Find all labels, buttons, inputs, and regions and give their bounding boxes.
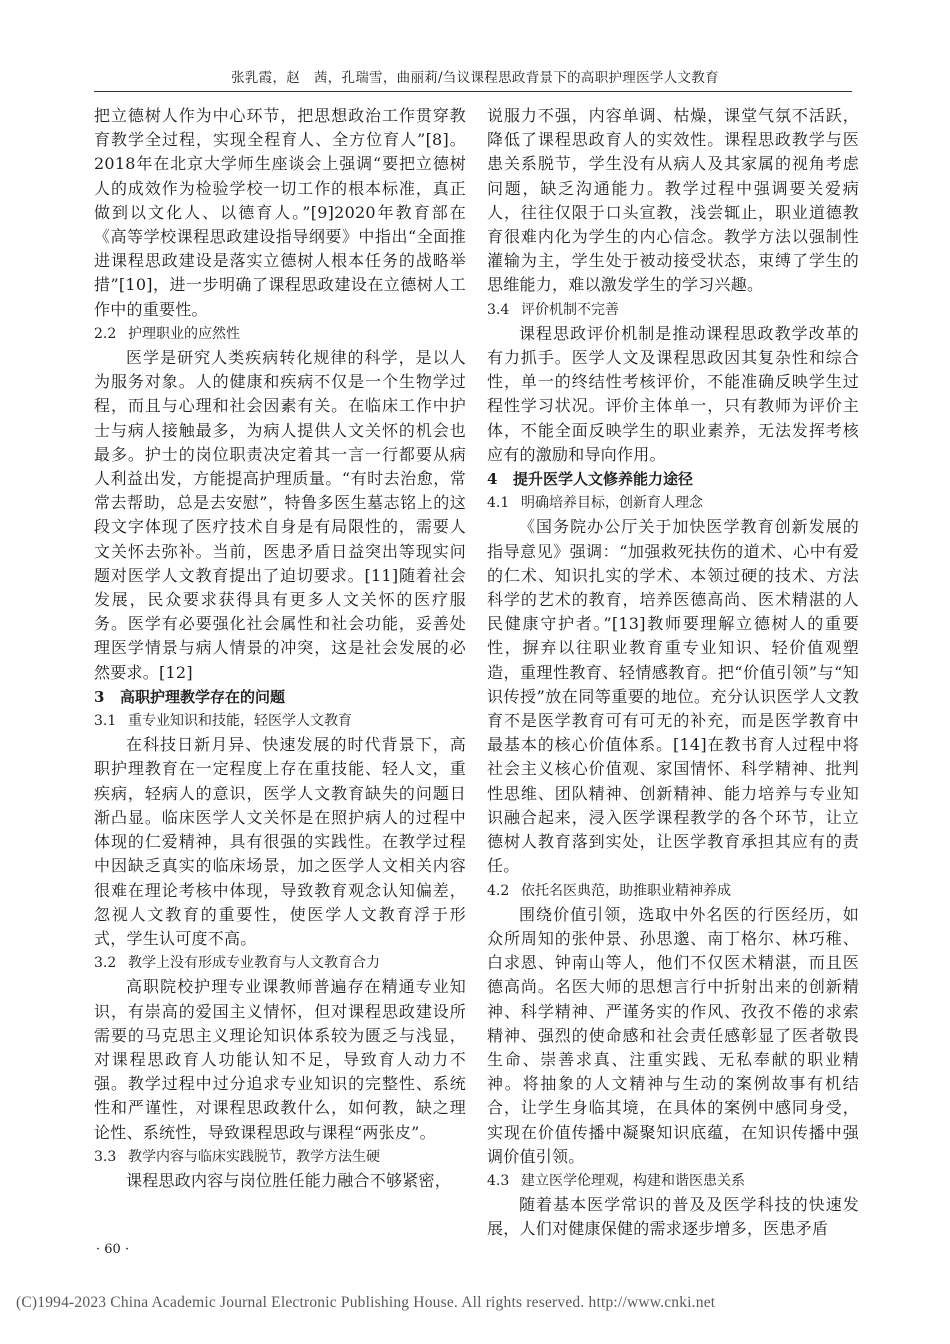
section-number: 4 bbox=[487, 470, 498, 489]
section-title: 提升医学人文修养能力途径 bbox=[513, 470, 694, 489]
left-column bbox=[94, 104, 466, 1193]
section-title: 高职护理教学存在的问题 bbox=[120, 687, 286, 706]
section-heading-4 bbox=[487, 467, 859, 491]
section-title: 教学内容与临床实践脱节，教学方法生硬 bbox=[128, 1148, 380, 1165]
section-number: 4.1 bbox=[487, 495, 510, 512]
paragraph: 课程思政评价机制是推动课程思政教学改革的有力抓手。医学人文及课程思政因其复杂性和综合性，单一的终结性考核评价，不能准确反映学生过程性学习状况。评价主体单一，只有教师为评价主体，不能全面反映学生的职业素养，无法发挥考核应有的激励和导向作用。 bbox=[487, 323, 859, 464]
section-number: 2.2 bbox=[94, 325, 117, 342]
section-number: 3.3 bbox=[94, 1148, 117, 1165]
header-rule bbox=[94, 91, 852, 92]
paragraph: 把立德树人作为中心环节，把思想政治工作贯穿教育教学全过程，实现全程育人、全方位育人”[8]。2018年在北京大学师生座谈会上强调“要把立德树人的成效作为检验学校一切工作的根本标准，真正做到以文化人、以德育人。”[9]2020年教育部在《高等学校课程思政建设指导纲要》中指出“全面推进课程思政建设是落实立德树人根本任务的战略举措”[10]，进一步明确了课程思政建设在立德树人工作中的重要性。 bbox=[94, 106, 466, 319]
section-heading-3-2 bbox=[94, 951, 466, 975]
section-heading-3-3 bbox=[94, 1145, 466, 1169]
paragraph: 高职院校护理专业课教师普遍存在精通专业知识，有崇高的爱国主义情怀，但对课程思政建设所需要的马克思主义理论知识体系较为匮乏与浅显，对课程思政育人功能认知不足，导致育人动力不强。教学过程中过分追求专业知识的完整性、系统性和严谨性，对课程思政教什么，如何教，缺之理论性、系统性，导致课程思政与课程“两张皮”。 bbox=[94, 977, 466, 1142]
section-title: 建立医学伦理观，构建和谐医患关系 bbox=[521, 1172, 745, 1189]
section-heading-4-3 bbox=[487, 1169, 859, 1193]
section-number: 3.2 bbox=[94, 955, 117, 972]
paragraph: 围绕价值引领，选取中外名医的行医经历，如众所周知的张仲景、孙思邈、南丁格尔、林巧稚、白求恩、钟南山等人，他们不仅医术精湛，而且医德高尚。名医大师的思想言行中折射出来的创新精神、科学精神、严谨务实的作风、孜孜不倦的求索精神、强烈的使命感和社会责任感彰显了医者敬畏生命、崇善求真、注重实践、无私奉献的职业精神。将抽象的人文精神与生动的案例故事有机结合，让学生身临其境，在具体的案例中感同身受，实现在价值传播中凝聚知识底蕴，在知识传播中强调价值引领。 bbox=[487, 904, 859, 1166]
section-title: 教学上没有形成专业教育与人文教育合力 bbox=[128, 955, 380, 972]
section-title: 重专业知识和技能，轻医学人文教育 bbox=[128, 713, 352, 730]
section-title: 评价机制不完善 bbox=[521, 301, 619, 318]
section-number: 3.4 bbox=[487, 301, 510, 318]
section-number: 4.3 bbox=[487, 1172, 510, 1189]
section-title: 依托名医典范，助推职业精神养成 bbox=[521, 882, 731, 899]
paragraph: 说服力不强，内容单调、枯燥，课堂气氛不活跃，降低了课程思政育人的实效性。课程思政教学与医患关系脱节，学生没有从病人及其家属的视角考虑问题，缺乏沟通能力。教学过程中强调要关爱病人，往往仅限于口头宣教，浅尝辄止，职业道德教育很难内化为学生的内心信念。教学方法以强制性灌输为主，学生处于被动接受状态，束缚了学生的思维能力，难以激发学生的学习兴趣。 bbox=[487, 106, 859, 295]
paragraph: 《国务院办公厅关于加快医学教育创新发展的指导意见》强调：“加强救死扶伤的道术、心中有爱的仁术、知识扎实的学术、本领过硬的技术、方法科学的艺术的教育，培养医德高尚、医术精湛的人民健康守护者。”[13]教师要理解立德树人的重要性，摒弃以往职业教育重专业知识、轻价值观塑造，重理性教育、轻情感教育。把“价值引领”与“知识传授”放在同等重要的地位。充分认识医学人文教育不是医学教育可有可无的补充，而是医学教育中最基本的核心价值体系。[14]在教书育人过程中将社会主义核心价值观、家国情怀、科学精神、批判性思维、团队精神、创新精神、能力培养与专业知识融合起来，浸入医学课程教学的各个环节，让立德树人教育落到实处，让医学教育承担其应有的责任。 bbox=[487, 517, 859, 876]
section-number: 3.1 bbox=[94, 713, 117, 730]
running-header: 张乳霞，赵 茜，孔瑞雪，曲丽莉/刍议课程思政背景下的高职护理医学人文教育 bbox=[231, 70, 719, 86]
section-heading-3-4 bbox=[487, 298, 859, 322]
copyright-footer: (C)1994-2023 China Academic Journal Electronic Publishing House. All rights reserved. http://www.cnki.net bbox=[16, 1294, 716, 1311]
paragraph: 课程思政内容与岗位胜任能力融合不够紧密， bbox=[126, 1170, 452, 1190]
page-number: · 60 · bbox=[96, 1242, 130, 1257]
paragraph: 在科技日新月异、快速发展的时代背景下，高职护理教育在一定程度上存在重技能、轻人文，重疾病，轻病人的意识，医学人文教育缺失的问题日渐凸显。临床医学人文关怀是在照护病人的过程中体现的仁爱精神，具有很强的实践性。在教学过程中因缺乏真实的临床场景，加之医学人文相关内容很难在理论考核中体现，导致教育观念认知偏差，忽视人文教育的重要性，使医学人文教育浮于形式，学生认可度不高。 bbox=[94, 735, 466, 948]
section-title: 护理职业的应然性 bbox=[128, 325, 240, 342]
section-heading-3-1 bbox=[94, 709, 466, 733]
paragraph: 医学是研究人类疾病转化规律的科学，是以人为服务对象。人的健康和疾病不仅是一个生物学过程，而且与心理和社会因素有关。在临床工作中护士与病人接触最多，为病人提供人文关怀的机会也最多。护士的岗位职责决定着其一言一行都要从病人利益出发，方能提高护理质量。“有时去治愈，常常去帮助，总是去安慰”，特鲁多医生墓志铭上的这段文字体现了医疗技术自身是有局限性的，需要人文关怀去弥补。当前，医患矛盾日益突出等现实问题对医学人文教育提出了迫切要求。[11]随着社会发展，民众要求获得具有更多人文关怀的医疗服务。医学有必要强化社会属性和社会功能，妥善处理医学情景与病人情景的冲突，这是社会发展的必然要求。[12] bbox=[94, 348, 466, 682]
right-column bbox=[487, 104, 859, 1242]
section-heading-4-1 bbox=[487, 491, 859, 515]
paragraph: 随着基本医学常识的普及及医学科技的快速发展，人们对健康保健的需求逐步增多，医患矛盾 bbox=[487, 1195, 859, 1239]
section-heading-2-2 bbox=[94, 322, 466, 346]
section-heading-3 bbox=[94, 685, 466, 709]
section-number: 3 bbox=[94, 687, 105, 706]
section-title: 明确培养目标，创新育人理念 bbox=[521, 495, 703, 512]
section-number: 4.2 bbox=[487, 882, 510, 899]
section-heading-4-2 bbox=[487, 879, 859, 903]
